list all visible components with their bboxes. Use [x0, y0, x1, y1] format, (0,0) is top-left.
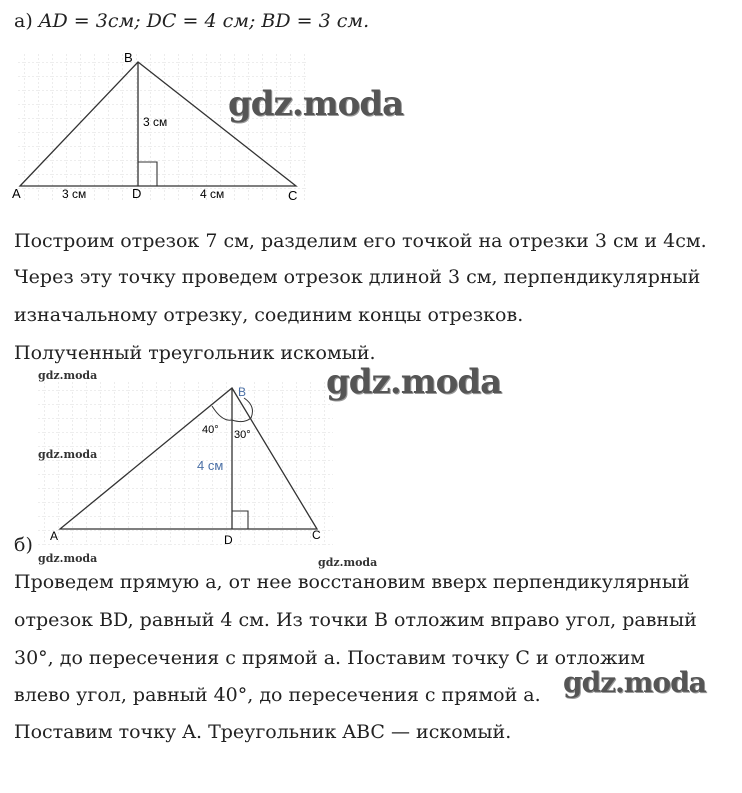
- vertex-a: A: [12, 186, 21, 201]
- part-a-line-2: Через эту точку проведем отрезок длиной 3 см, перпендикулярный: [14, 266, 701, 288]
- label-bd: 4 см: [197, 458, 224, 473]
- label-dc: 4 см: [200, 187, 225, 201]
- angle-left: 40°: [202, 424, 219, 436]
- watermark-3: gdz.moda: [38, 448, 98, 461]
- part-a-label: а): [14, 10, 33, 32]
- figure-b: [30, 376, 340, 551]
- vertex-b: B: [124, 50, 133, 65]
- part-b-line-5: Поставим точку A. Треугольник ABC — искомый.: [14, 721, 512, 743]
- part-b-line-3: 30°, до пересечения с прямой a. Поставим точку C и отложим: [14, 647, 646, 669]
- part-a-line-4: Полученный треугольник искомый.: [14, 342, 376, 364]
- part-b-line-2: отрезок BD, равный 4 см. Из точки B отложим вправо угол, равный: [14, 609, 697, 631]
- foot-d: D: [224, 533, 233, 547]
- vertex-a: A: [50, 529, 59, 543]
- watermark-1: gdz.moda: [228, 84, 404, 124]
- watermark-6: gdz.moda: [326, 362, 502, 402]
- angle-right: 30°: [234, 429, 251, 441]
- part-a-given: [14, 9, 369, 33]
- vertex-c: C: [288, 188, 298, 203]
- part-b-line-1: Проведем прямую a, от нее восстановим вверх перпендикулярный: [14, 571, 690, 593]
- part-a-given-values: AD = 3см; DC = 4 см; BD = 3 см.: [38, 10, 370, 32]
- label-ad: 3 см: [62, 187, 87, 201]
- vertex-c: C: [312, 528, 321, 542]
- watermark-5: gdz.moda: [318, 556, 378, 569]
- foot-d: D: [132, 186, 142, 201]
- watermark-4: gdz.moda: [38, 552, 98, 565]
- figure-a: [10, 48, 310, 208]
- part-b-label: б): [14, 534, 33, 556]
- part-b-line-4: влево угол, равный 40°, до пересечения с прямой a.: [14, 684, 541, 706]
- label-bd: 3 см: [143, 115, 168, 129]
- part-a-line-1: Построим отрезок 7 см, разделим его точкой на отрезки 3 см и 4см.: [14, 230, 707, 252]
- watermark-2: gdz.moda: [38, 369, 98, 382]
- vertex-b: B: [238, 385, 247, 399]
- grid-background: [38, 380, 333, 545]
- part-a-line-3: изначальному отрезку, соединим концы отрезков.: [14, 304, 524, 326]
- watermark-7: gdz.moda: [563, 666, 706, 699]
